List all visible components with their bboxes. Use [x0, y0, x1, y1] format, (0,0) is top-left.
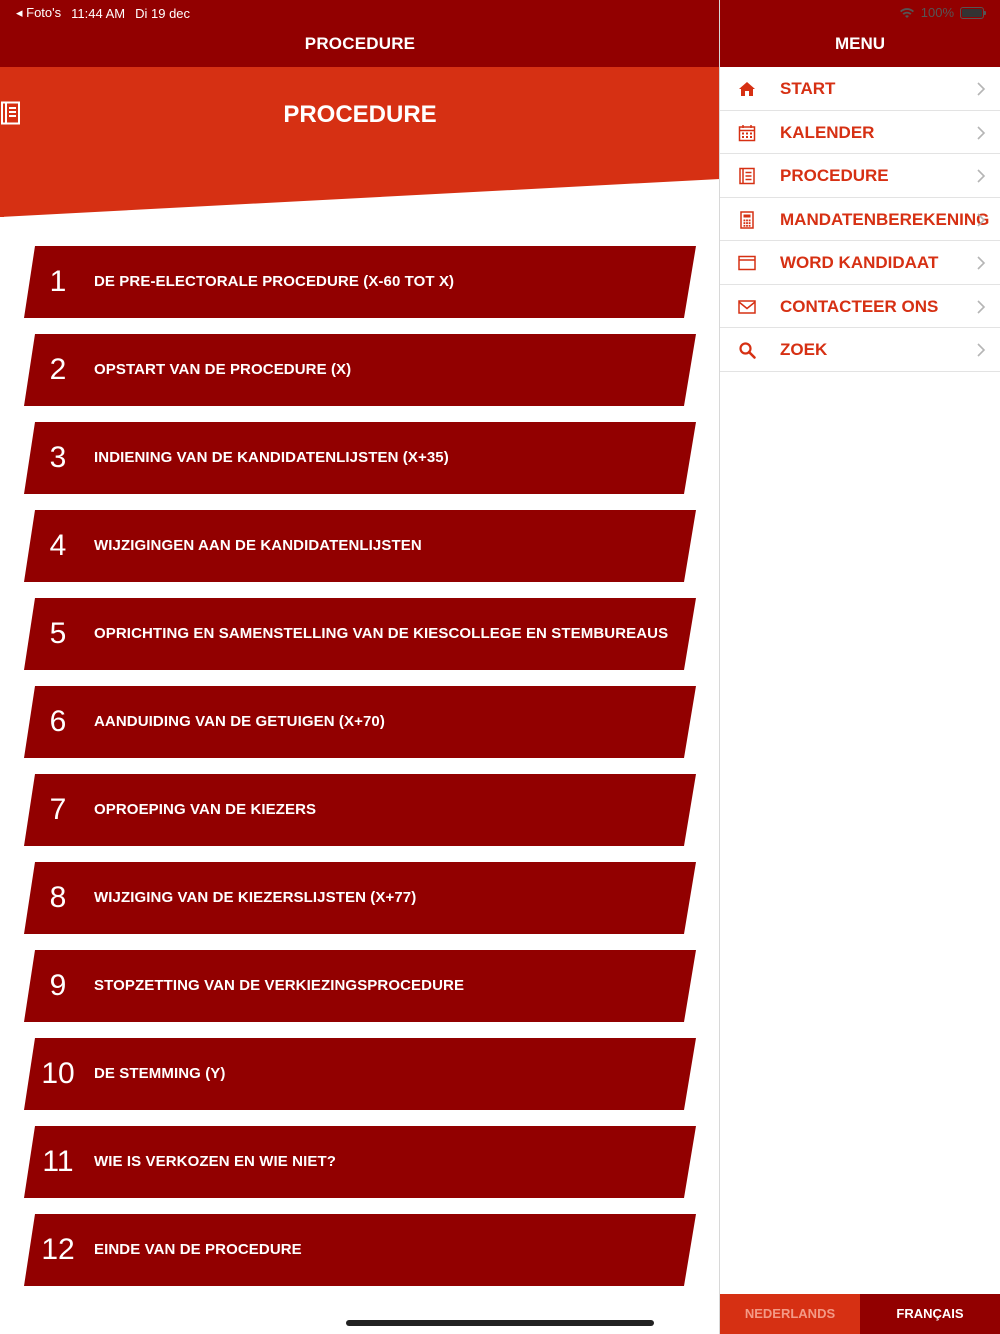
- battery-percentage: 100%: [920, 5, 954, 20]
- window-icon: [738, 254, 756, 272]
- procedure-item-label: OPROEPING VAN DE KIEZERS: [94, 801, 317, 818]
- procedure-item[interactable]: [24, 598, 696, 670]
- procedure-item-label: OPRICHTING EN SAMENSTELLING VAN DE KIESCOLLEGE EN STEMBUREAUS: [94, 625, 669, 642]
- procedure-item-number: 9: [49, 969, 67, 1002]
- book-icon: [0, 101, 22, 125]
- nav-title: PROCEDURE: [304, 34, 416, 53]
- procedure-item-number: 8: [49, 881, 67, 914]
- procedure-item-label: DE PRE-ELECTORALE PROCEDURE (X-60 TOT X): [94, 273, 455, 290]
- calendar-icon: [738, 124, 756, 142]
- procedure-item[interactable]: [24, 422, 696, 494]
- back-app-label: Foto's: [26, 5, 62, 20]
- search-icon: [738, 341, 756, 359]
- procedure-item[interactable]: [24, 510, 696, 582]
- book-icon: [738, 167, 756, 185]
- chevron-right-icon: [976, 125, 986, 141]
- procedure-item-number: 1: [49, 265, 67, 298]
- calculator-icon: [738, 211, 756, 229]
- status-right: [899, 5, 984, 20]
- menu-item-procedure[interactable]: [720, 154, 1000, 198]
- menu-item-kalender[interactable]: [720, 111, 1000, 155]
- language-nl-button[interactable]: NEDERLANDS: [720, 1294, 860, 1334]
- procedure-item-number: 6: [49, 705, 67, 738]
- hero-banner: [0, 67, 720, 217]
- menu-item-word-kandidaat[interactable]: [720, 241, 1000, 285]
- procedure-item-number: 12: [41, 1233, 75, 1266]
- procedure-item-label: AANDUIDING VAN DE GETUIGEN (X+70): [94, 713, 385, 730]
- procedure-item-label: EINDE VAN DE PROCEDURE: [94, 1241, 302, 1258]
- procedure-item-label: STOPZETTING VAN DE VERKIEZINGSPROCEDURE: [94, 977, 465, 994]
- hero-title-text: PROCEDURE: [283, 101, 437, 128]
- procedure-item-label: OPSTART VAN DE PROCEDURE (X): [94, 361, 352, 378]
- status-left: [16, 5, 190, 21]
- procedure-item-number: 11: [42, 1145, 74, 1178]
- procedure-item-number: 3: [49, 441, 67, 474]
- procedure-item-number: 7: [49, 793, 67, 826]
- menu-item-start[interactable]: [720, 67, 1000, 111]
- procedure-item[interactable]: [24, 1038, 696, 1110]
- procedure-item-number: 10: [41, 1057, 75, 1090]
- menu-item-label: CONTACTEER ONS: [780, 296, 939, 316]
- procedure-item-label: WIE IS VERKOZEN EN WIE NIET?: [94, 1153, 336, 1170]
- menu-pane: [720, 0, 1000, 1334]
- procedure-item-label: WIJZIGING VAN DE KIEZERSLIJSTEN (X+77): [94, 889, 417, 906]
- menu-title: MENU: [834, 34, 886, 53]
- wifi-icon: [899, 7, 915, 19]
- status-time: 11:44 AM: [71, 5, 126, 21]
- chevron-right-icon: [976, 168, 986, 184]
- procedure-item[interactable]: [24, 334, 696, 406]
- menu-item-mandatenberekening[interactable]: [720, 198, 1000, 242]
- envelope-icon: [738, 298, 756, 316]
- status-bar: [0, 0, 1000, 24]
- menu-list: [720, 67, 1000, 372]
- home-icon: [738, 80, 756, 98]
- menu-item-label: START: [780, 79, 836, 98]
- language-fr-button[interactable]: FRANÇAIS: [860, 1294, 1000, 1334]
- chevron-right-icon: [976, 299, 986, 315]
- menu-item-zoek[interactable]: [720, 328, 1000, 372]
- procedure-list: [24, 246, 696, 1302]
- menu-item-contacteer-ons[interactable]: [720, 285, 1000, 329]
- procedure-item-label: DE STEMMING (Y): [94, 1065, 226, 1082]
- menu-item-label: ZOEK: [780, 340, 828, 359]
- battery-icon: [960, 7, 984, 19]
- chevron-right-icon: [976, 212, 986, 228]
- menu-item-label: PROCEDURE: [780, 166, 889, 185]
- procedure-item[interactable]: [24, 774, 696, 846]
- status-date: Di 19 dec: [135, 5, 191, 21]
- chevron-right-icon: [976, 342, 986, 358]
- chevron-right-icon: [976, 255, 986, 271]
- procedure-item[interactable]: [24, 246, 696, 318]
- language-switcher: [720, 1294, 1000, 1334]
- procedure-item-label: WIJZIGINGEN AAN DE KANDIDATENLIJSTEN: [94, 537, 422, 554]
- back-to-app-link[interactable]: ◂ Foto's: [16, 5, 62, 20]
- procedure-item-number: 4: [49, 529, 67, 562]
- procedure-item[interactable]: [24, 1214, 696, 1286]
- home-indicator[interactable]: [346, 1320, 654, 1326]
- hero-background: [0, 67, 720, 217]
- menu-item-label: KALENDER: [780, 122, 875, 142]
- menu-item-label: WORD KANDIDAAT: [780, 253, 939, 272]
- battery-fill: [962, 9, 982, 17]
- procedure-item-label: INDIENING VAN DE KANDIDATENLIJSTEN (X+35): [94, 449, 449, 466]
- procedure-item[interactable]: [24, 686, 696, 758]
- chevron-right-icon: [976, 81, 986, 97]
- procedure-item[interactable]: [24, 1126, 696, 1198]
- procedure-item-number: 2: [49, 353, 67, 386]
- hero-title: [0, 101, 720, 129]
- procedure-item[interactable]: [24, 862, 696, 934]
- menu-item-label: MANDATENBEREKENING: [780, 209, 990, 229]
- procedure-item[interactable]: [24, 950, 696, 1022]
- procedure-item-number: 5: [49, 617, 67, 650]
